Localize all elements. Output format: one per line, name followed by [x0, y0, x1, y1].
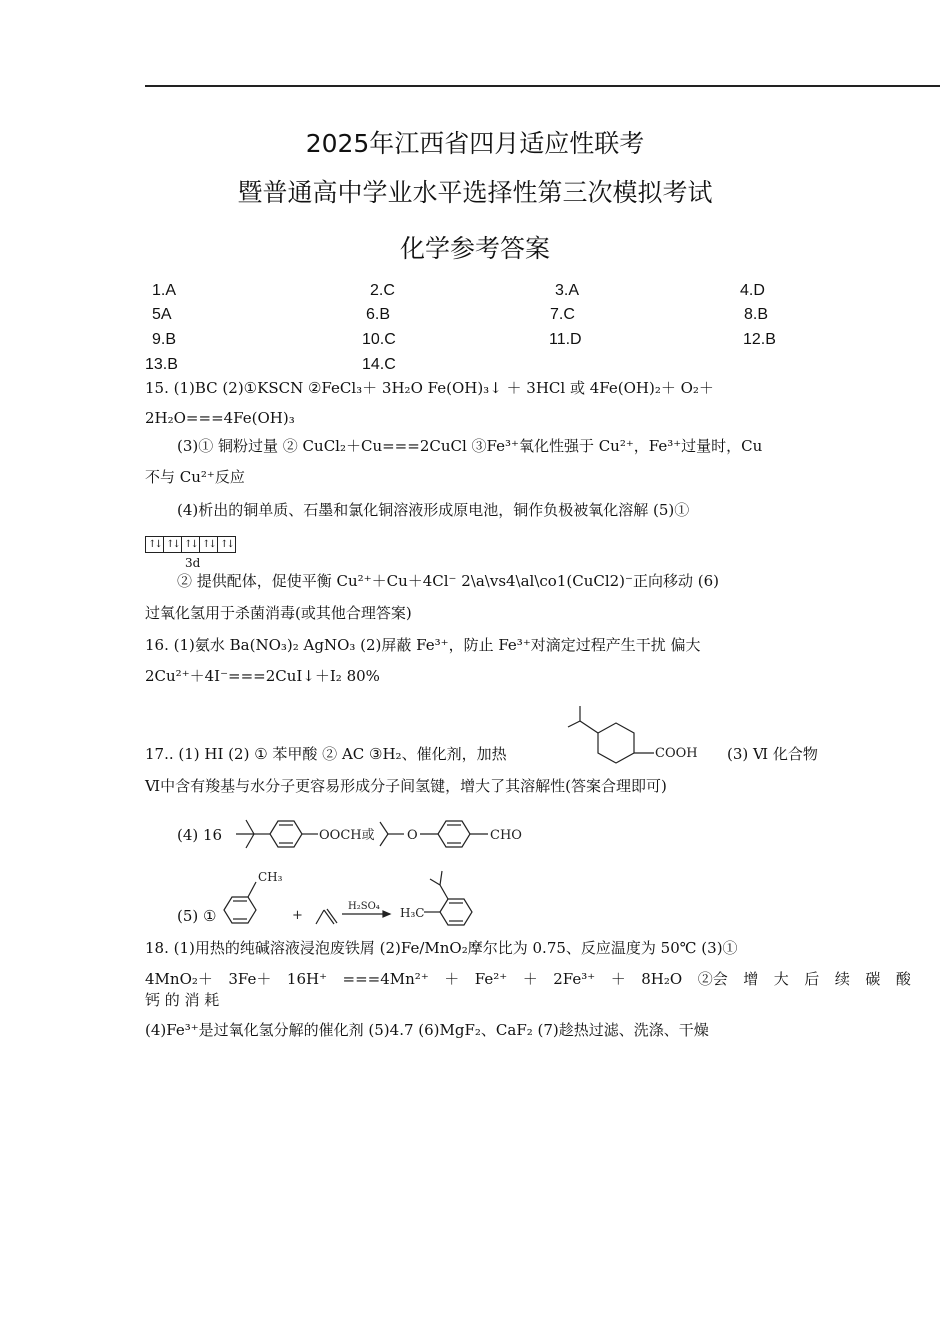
q18-token: 2Fe³⁺ [553, 970, 596, 988]
q18-token: 后 [804, 970, 820, 988]
orbital-label: 3d [185, 556, 201, 570]
q17-line: (5) ① [177, 907, 217, 925]
q18-token: Fe²⁺ [474, 970, 508, 988]
choice-answer: 12.B [743, 331, 776, 348]
q18-token: 3Fe＋ [228, 970, 272, 988]
ooch-label: OOCH或 [319, 828, 375, 843]
exam-subtitle: 暨普通高中学业水平选择性第三次模拟考试 [237, 178, 713, 207]
q18-token: ②会 [697, 970, 728, 988]
answer-heading: 化学参考答案 [399, 234, 550, 263]
q18-line: (4)Fe³⁺是过氧化氢分解的催化剂 (5)4.7 (6)MgF₂、CaF₂ (7)趁热过滤、洗涤、干燥 [145, 1021, 709, 1039]
q15-line: (4)析出的铜单质、石墨和氯化铜溶液形成原电池，铜作负极被氧化溶解 (5)① [177, 501, 690, 519]
q17-line: 17.. (1) HI (2) ① 苯甲酸 ② AC ③H₂、催化剂，加热 [145, 745, 507, 763]
choice-answer: 1.A [152, 282, 177, 299]
q15-line: (3)① 铜粉过量 ② CuCl₂＋Cu===2CuCl ③Fe³⁺氧化性强于 Cu²⁺，Fe³⁺过量时，Cu [177, 437, 763, 455]
orbital-box: ↑↓ [199, 536, 217, 553]
q18-token: ＋ [522, 970, 538, 988]
orbital-box: ↑↓ [145, 536, 163, 553]
q18-token: 大 [773, 970, 789, 988]
q18-token: ===4Mn²⁺ [342, 970, 429, 988]
q18-line: 18. (1)用热的纯碱溶液浸泡废铁屑 (2)Fe/MnO₂摩尔比为 0.75、反应温度为 50℃ (3)① [145, 939, 738, 957]
catalyst-label: H₂SO₄ [348, 901, 380, 912]
orbital-diagram-3d [145, 536, 236, 553]
cho-label: CHO [490, 828, 522, 843]
q15-line: 15. (1)BC (2)①KSCN ②FeCl₃＋ 3H₂O Fe(OH)₃↓ ＋ 3HCl 或 4Fe(OH)₂＋ O₂＋ [145, 379, 714, 397]
choice-answer: 9.B [152, 331, 177, 348]
isomer-structures [232, 808, 532, 858]
q17-line: Ⅵ中含有羧基与水分子更容易形成分子间氢键，增大了其溶解性(答案合理即可) [145, 777, 667, 795]
synthesis-reaction [210, 862, 500, 937]
choice-answer: 13.B [145, 356, 178, 373]
q15-line: 2H₂O===4Fe(OH)₃ [145, 409, 295, 427]
choice-answer: 14.C [362, 356, 396, 373]
q18-token: 增 [743, 970, 759, 988]
ch3-label: CH₃ [258, 870, 283, 884]
exam-title: 2025年江西省四月适应性联考 [305, 129, 645, 158]
orbital-box: ↑↓ [163, 536, 181, 553]
q18-line: 钙 的 消 耗 [145, 991, 220, 1009]
choice-answer: 4.D [740, 282, 765, 299]
q18-token: 碳 [865, 970, 881, 988]
cyclohexane-carboxylic-acid-structure [560, 700, 698, 785]
q16-line: 2Cu²⁺＋4I⁻===2CuI↓＋I₂ 80% [145, 667, 380, 685]
q16-line: 16. (1)氨水 Ba(NO₃)₂ AgNO₃ (2)屏蔽 Fe³⁺，防止 Fe³⁺对滴定过程产生干扰 偏大 [145, 636, 701, 654]
orbital-box: ↑↓ [217, 536, 236, 553]
cooh-label: COOH [655, 746, 698, 761]
choice-answer: 11.D [549, 331, 582, 348]
q18-token: 8H₂O [641, 970, 683, 988]
orbital-box: ↑↓ [181, 536, 199, 553]
q15-line: 不与 Cu²⁺反应 [145, 468, 245, 486]
q18-token: ＋ [610, 970, 626, 988]
choice-answer: 8.B [744, 306, 769, 323]
q18-token: ＋ [444, 970, 460, 988]
choice-answer: 7.C [550, 306, 575, 323]
choice-answer: 10.C [362, 331, 396, 348]
choice-answer: 2.C [370, 282, 395, 299]
q15-line: 过氧化氢用于杀菌消毒(或其他合理答案) [145, 604, 412, 622]
choice-answer: 3.A [555, 282, 580, 299]
q18-token: 续 [834, 970, 850, 988]
q18-justified-line [145, 969, 911, 989]
header-rule [145, 85, 940, 87]
choice-answer: 6.B [366, 306, 391, 323]
q15-line: ② 提供配体，促使平衡 Cu²⁺＋Cu＋4Cl⁻ 2\a\vs4\al\co1(CuCl2)⁻正向移动 (6) [177, 572, 719, 590]
q18-token: 4MnO₂＋ [145, 970, 213, 988]
q18-token: 酸 [895, 970, 911, 988]
q18-token: 16H⁺ [286, 970, 328, 988]
plus-sign: + [292, 908, 303, 923]
q17-line: (3) Ⅵ 化合物 [727, 745, 818, 763]
ether-o-label: O [407, 828, 418, 843]
choice-answer: 5A [152, 306, 172, 323]
h3c-label: H₃C [400, 906, 425, 920]
q17-line: (4) 16 [177, 826, 223, 844]
